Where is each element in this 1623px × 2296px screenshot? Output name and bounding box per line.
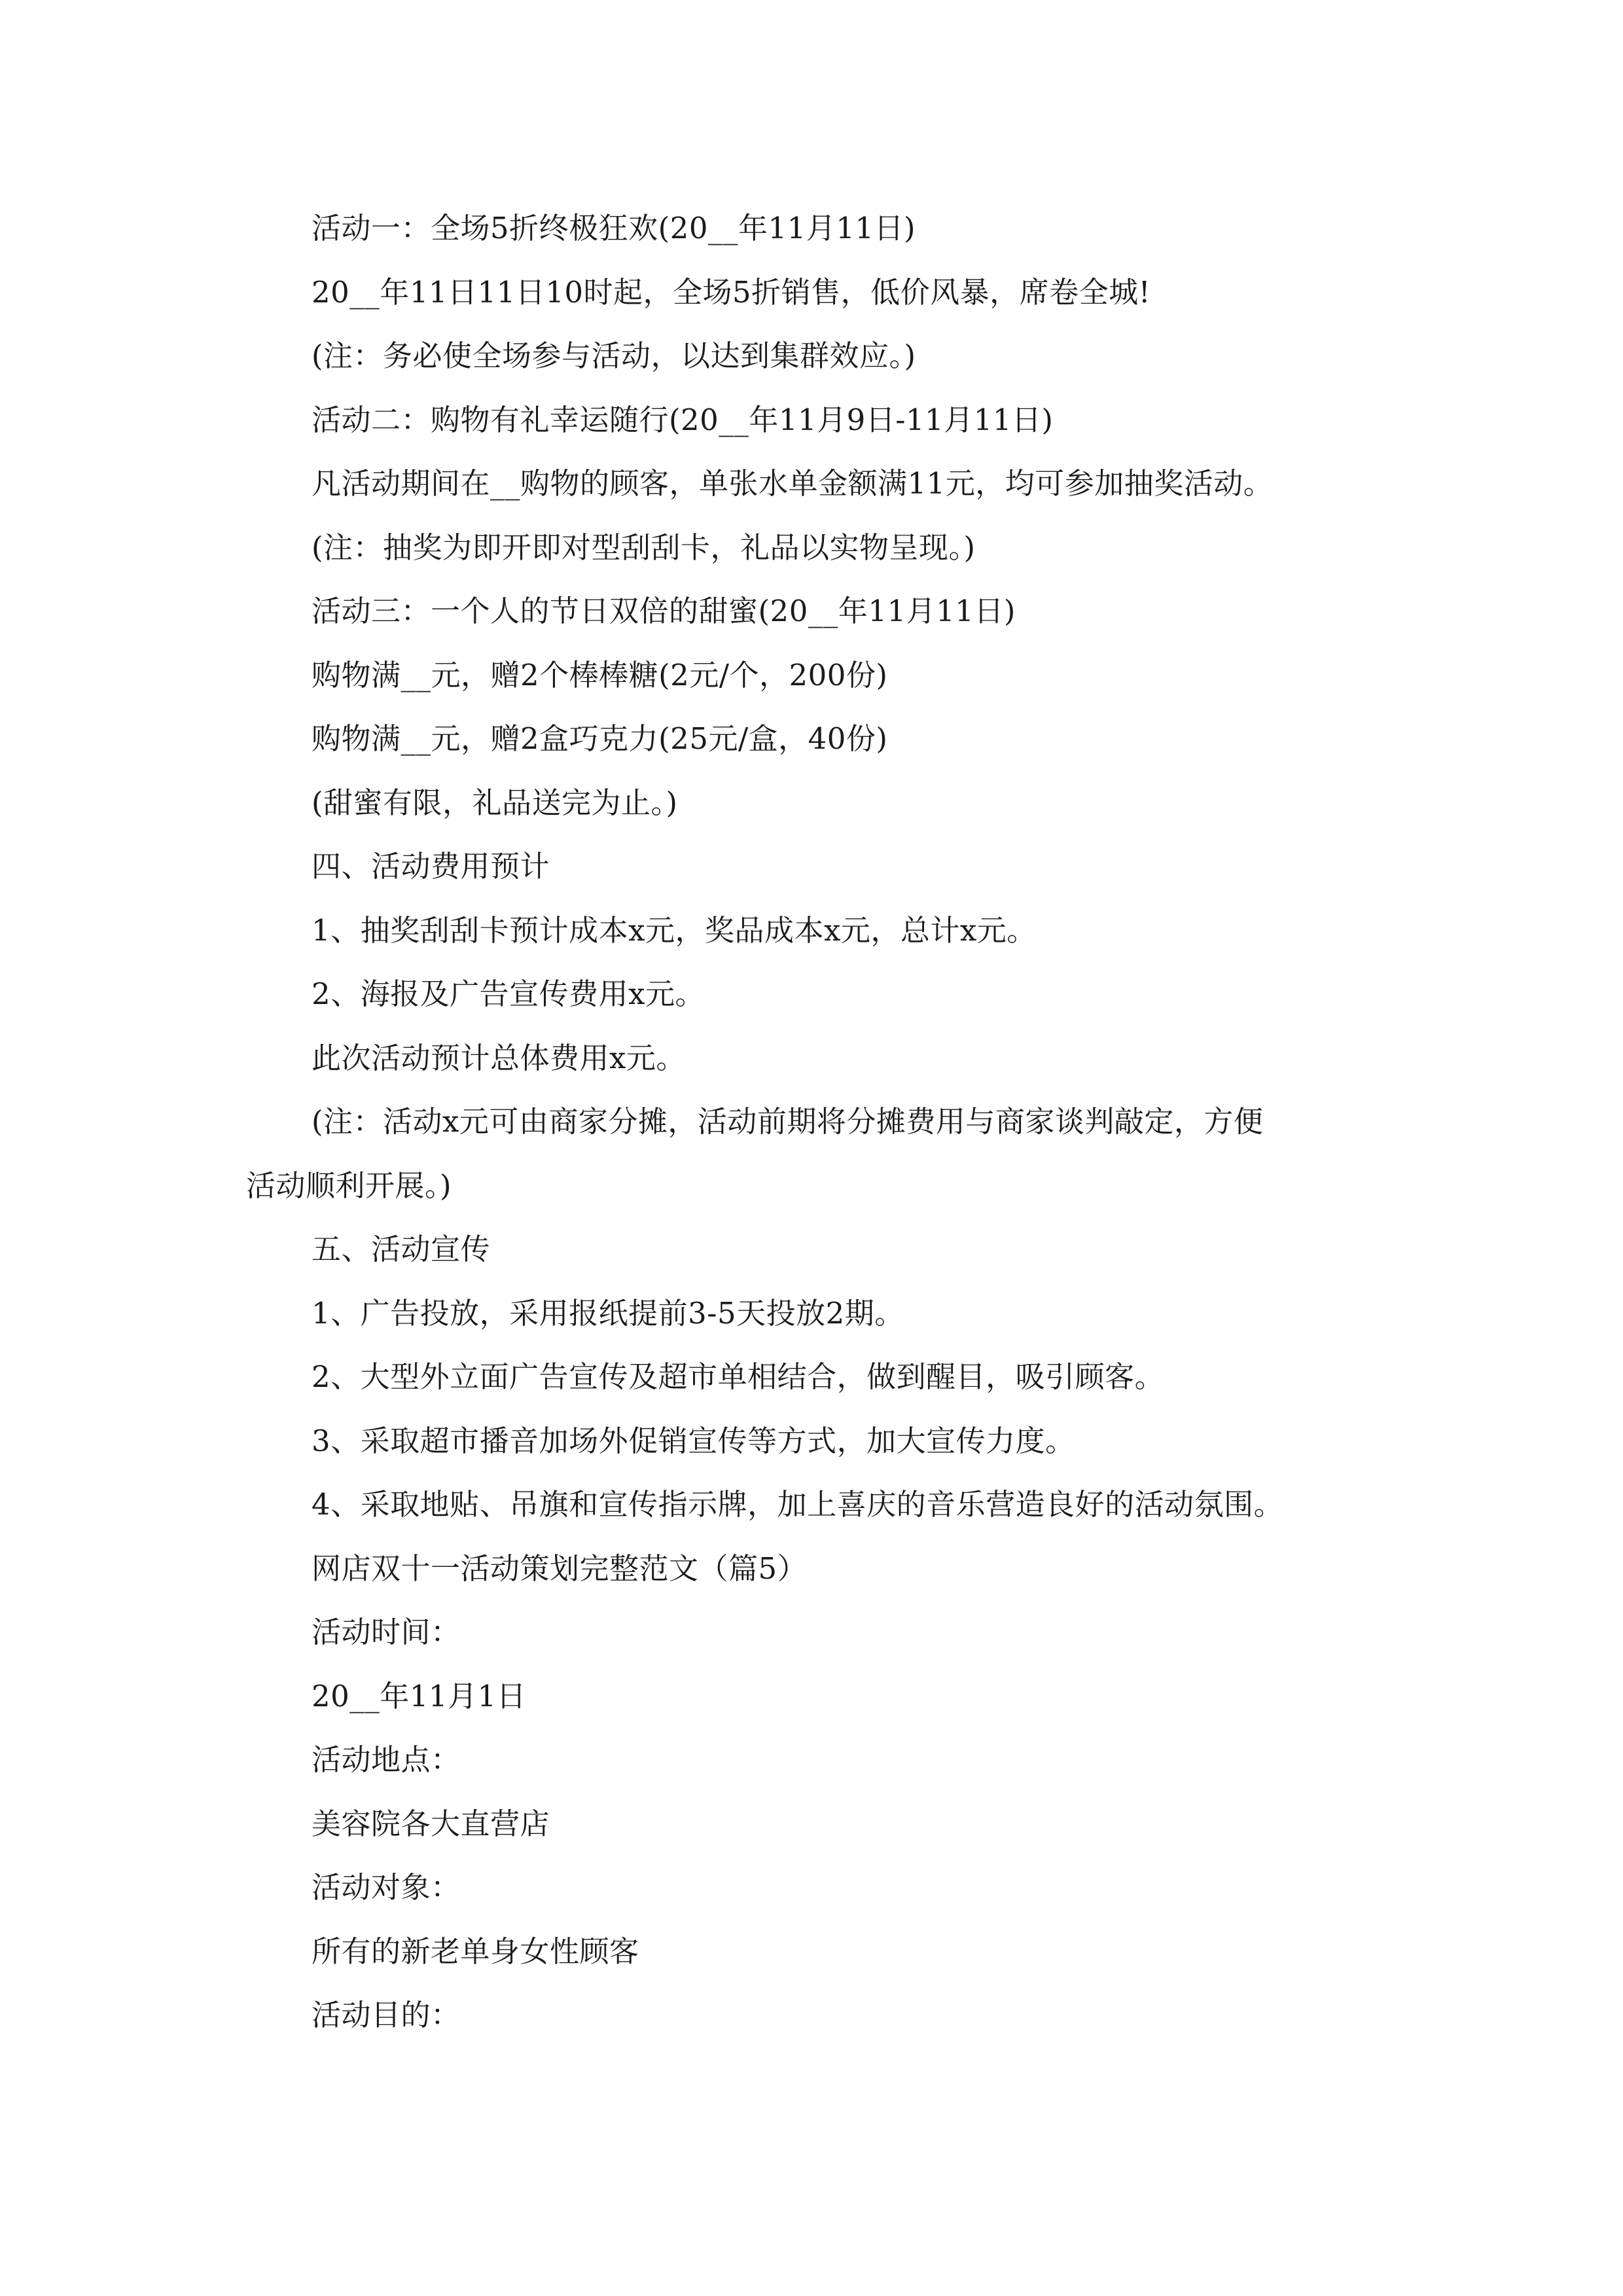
activity-three-gift-chocolate: 购物满__元，赠2盒巧克力(25元/盒，40份) xyxy=(312,721,888,756)
cost-note: (注：活动x元可由商家分摊，活动前期将分摊费用与商家谈判敲定，方便 xyxy=(312,1104,1264,1139)
event-purpose-label: 活动目的： xyxy=(312,1998,461,2032)
cost-item-2: 2、海报及广告宣传费用x元。 xyxy=(312,977,705,1011)
promo-item-3: 3、采取超市播音加场外促销宣传等方式，加大宣传力度。 xyxy=(312,1423,1075,1458)
event-time-label: 活动时间： xyxy=(312,1615,461,1649)
event-audience-value: 所有的新老单身女性顾客 xyxy=(312,1933,639,1969)
article-5-title: 网店双十一活动策划完整范文（篇5） xyxy=(312,1551,808,1586)
activity-three-note: (甜蜜有限，礼品送完为止。) xyxy=(312,785,678,820)
event-location-label: 活动地点： xyxy=(312,1742,461,1777)
cost-item-1: 1、抽奖刮刮卡预计成本x元，奖品成本x元，总计x元。 xyxy=(312,912,1037,948)
event-audience-label: 活动对象： xyxy=(312,1870,461,1905)
activity-one-detail: 20__年11日11日10时起，全场5折销售，低价风暴，席卷全城! xyxy=(312,274,1151,310)
event-location-value: 美容院各大直营店 xyxy=(312,1806,550,1841)
activity-two-note: (注：抽奖为即开即对型刮刮卡，礼品以实物呈现。) xyxy=(312,529,976,565)
promo-item-1: 1、广告投放，采用报纸提前3-5天投放2期。 xyxy=(312,1295,904,1331)
event-time-value: 20__年11月1日 xyxy=(312,1678,527,1713)
activity-two-heading: 活动二：购物有礼幸运随行(20__年11月9日-11月11日) xyxy=(312,402,1054,437)
activity-one-heading: 活动一：全场5折终极狂欢(20__年11月11日) xyxy=(312,211,916,245)
activity-three-gift-lollipop: 购物满__元，赠2个棒棒糖(2元/个，200份) xyxy=(312,657,888,692)
activity-two-detail: 凡活动期间在__购物的顾客，单张水单金额满11元，均可参加抽奖活动。 xyxy=(312,466,1274,501)
document-body xyxy=(246,196,1381,2047)
activity-one-note: (注：务必使全场参与活动，以达到集群效应。) xyxy=(312,338,916,373)
section-five-heading: 五、活动宣传 xyxy=(312,1232,491,1266)
promo-item-2: 2、大型外立面广告宣传及超市单相结合，做到醒目，吸引顾客。 xyxy=(312,1359,1165,1394)
cost-total: 此次活动预计总体费用x元。 xyxy=(312,1040,686,1075)
activity-three-heading: 活动三：一个人的节日双倍的甜蜜(20__年11月11日) xyxy=(312,594,1016,628)
promo-item-4: 4、采取地贴、吊旗和宣传指示牌，加上喜庆的音乐营造良好的活动氛围。 xyxy=(312,1487,1284,1522)
section-four-heading: 四、活动费用预计 xyxy=(312,849,550,884)
cost-note-continued: 活动顺利开展。) xyxy=(246,1168,452,1203)
